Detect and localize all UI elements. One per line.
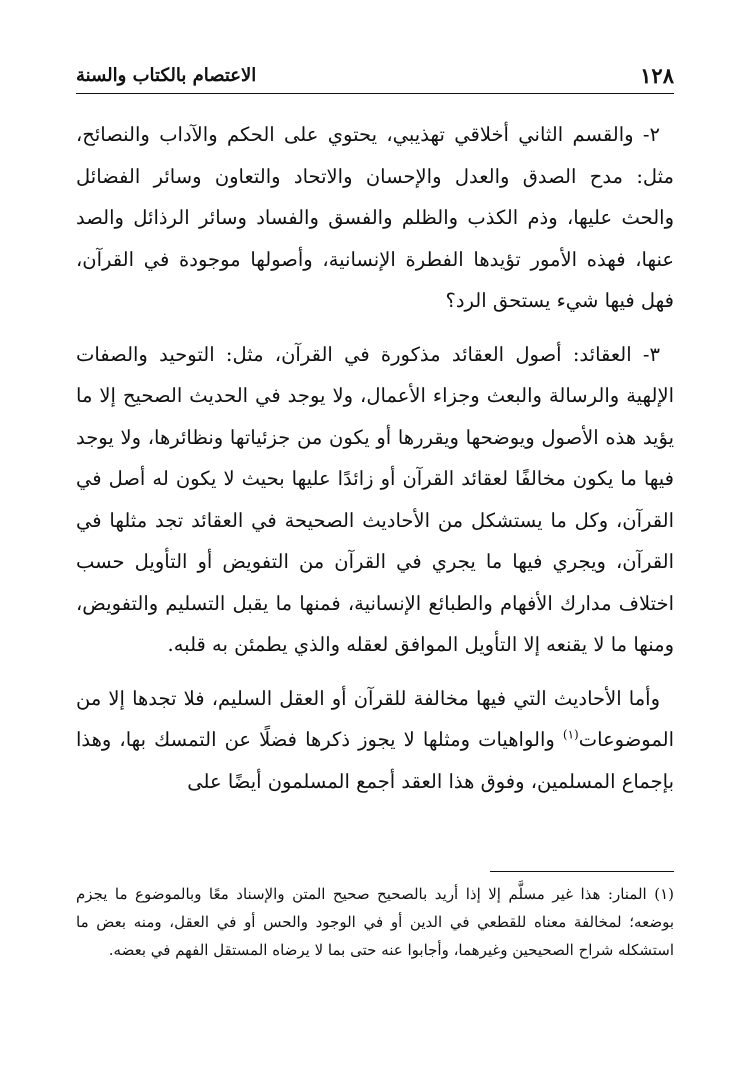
running-title: الاعتصام بالكتاب والسنة	[76, 65, 257, 86]
footnote: (١) المنار: هذا غير مسلَّم إلا إذا أريد بالصحيح صحيح المتن والإسناد معًا وبالموضوع ما يجزم بوضعه؛ لمخالفة معناه للقطعي في الدين أو في الوجود والحس أو في العقل، ومنه بعض ما استشكله شراح الصحيحين وغيرهما، وأجابوا عنه حتى بما لا يرضاه المستقل الفهم في بعضه.	[76, 885, 674, 959]
paragraph-text-before-ref: وأما الأحاديث التي فيها مخالفة للقرآن أو العقل السليم، فلا تجدها إلا من الموضوعات	[76, 686, 674, 751]
footnote-separator	[490, 871, 674, 872]
main-text	[76, 114, 674, 814]
page-header	[76, 58, 674, 88]
page-number: ١٢٨	[640, 63, 674, 88]
paragraph-text-after-ref: والواهيات ومثلها لا يجوز ذكرها فضلًا عن التمسك بها، وهذا بإجماع المسلمين، وفوق هذا العقد أجمع المسلمون أيضًا على	[76, 728, 674, 793]
footnote-reference[interactable]: (١)	[562, 727, 579, 742]
paragraph-contradicting-hadith	[76, 678, 674, 803]
paragraph-beliefs: ٣- العقائد: أصول العقائد مذكورة في القرآن، مثل: التوحيد والصفات الإلهية والرسالة والبعث وجزاء الأعمال، ولا يوجد في الحديث الصحيح إلا ما يؤيد هذه الأصول ويوضحها ويقررها أو يكون من جزئياتها ونظائرها، ولا يوجد فيها ما يكون مخالفًا لعقائد القرآن أو زائدًا عليها بحيث لا يكون له أصل في القرآن، وكل ما يستشكل من الأحاديث الصحيحة في العقائد تجد مثلها في القرآن، ويجري فيها ما يجري في القرآن من التفويض أو التأويل حسب اختلاف مدارك الأفهام والطبائع الإنسانية، فمنها ما يقبل التسليم والتفويض، ومنها ما لا يقنعه إلا التأويل الموافق لعقله والذي يطمئن به قلبه.	[76, 342, 674, 656]
paragraph-ethics: ٢- والقسم الثاني أخلاقي تهذيبي، يحتوي على الحكم والآداب والنصائح، مثل: مدح الصدق والعدل والإحسان والاتحاد والتعاون وسائر الفضائل والحث عليها، وذم الكذب والظلم والفسق والفساد وسائر الرذائل والصد عنها، فهذه الأمور تؤيدها الفطرة الإنسانية، وأصولها موجودة في القرآن، فهل فيها شيء يستحق الرد؟	[76, 123, 674, 312]
header-rule	[76, 93, 674, 94]
